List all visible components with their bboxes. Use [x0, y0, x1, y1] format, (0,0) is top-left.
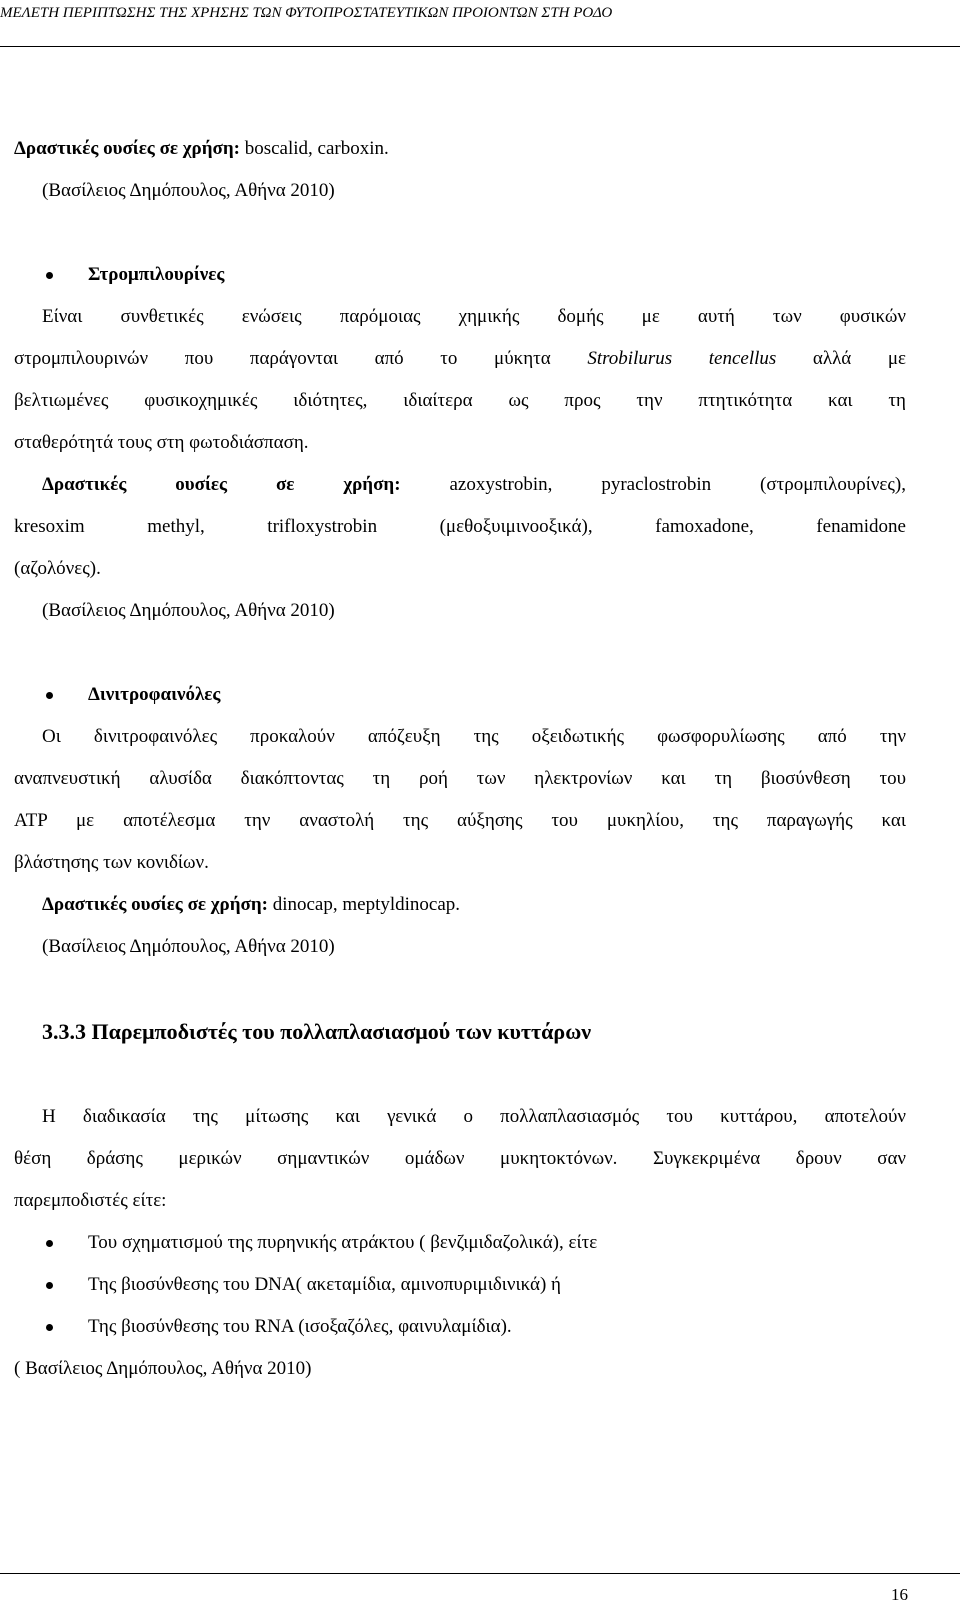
text-span: στρομπιλουρινών που παράγονται από το μύκητα: [14, 348, 551, 369]
section-heading: 3.3.3 Παρεμποδιστές του πολλαπλασιασμού των κυττάρων: [42, 1019, 592, 1044]
list-item: [14, 1264, 906, 1306]
paragraph-line: ATP με αποτέλεσμα την αναστολή της αύξησης του μυκηλίου, της παραγωγής και: [14, 810, 906, 831]
active-substances-line: [14, 128, 906, 170]
citation: (Βασίλειος Δημόπουλος, Αθήνα 2010): [42, 936, 335, 957]
paragraph-line: Οι δινιτροφαινόλες προκαλούν απόζευξη της οξειδωτικής φωσφορυλίωσης από την: [42, 726, 906, 747]
header-rule: [0, 46, 960, 47]
bullet-icon: [46, 272, 53, 279]
citation: ( Βασίλειος Δημόπουλος, Αθήνα 2010): [14, 1358, 312, 1379]
paragraph-line: Είναι συνθετικές ενώσεις παρόμοιας χημικής δομής με αυτή των φυσικών: [42, 306, 906, 327]
bullet-icon: [46, 1324, 53, 1331]
subsection-title: Στρομπιλουρίνες: [88, 264, 225, 285]
species-name: Strobilurus tencellus: [587, 348, 777, 369]
paragraph-line: βλάστησης των κονιδίων.: [14, 852, 209, 873]
paragraph-line: σταθερότητά τους στη φωτοδιάσπαση.: [14, 432, 309, 453]
bullet-icon: [46, 1240, 53, 1247]
active-substances-list: azoxystrobin, pyraclostrobin (στρομπιλουρίνες),: [449, 474, 906, 495]
running-header: ΜΕΛΕΤΗ ΠΕΡΙΠΤΩΣΗΣ ΤΗΣ ΧΡΗΣΗΣ ΤΩΝ ΦΥΤΟΠΡΟΣΤΑΤΕΥΤΙΚΩΝ ΠΡΟΙΟΝΤΩΝ ΣΤΗ ΡΟΔΟ: [0, 5, 613, 21]
paragraph-line: [14, 338, 906, 380]
active-substances-line: [14, 464, 906, 506]
paragraph-line: αναπνευστική αλυσίδα διακόπτοντας τη ροή των ηλεκτρονίων και τη βιοσύνθεση του: [14, 768, 906, 789]
subsection-title: Δινιτροφαινόλες: [88, 684, 221, 705]
paragraph-line: Η διαδικασία της μίτωσης και γενικά ο πολλαπλασιασμός του κυττάρου, αποτελούν: [42, 1106, 906, 1127]
paragraph-line: παρεμποδιστές είτε:: [14, 1190, 167, 1211]
citation: (Βασίλειος Δημόπουλος, Αθήνα 2010): [42, 600, 335, 621]
active-substances-list: boscalid, carboxin.: [239, 138, 389, 159]
active-substances-line: [14, 884, 906, 926]
citation: (Βασίλειος Δημόπουλος, Αθήνα 2010): [42, 180, 335, 201]
list-item: [14, 1306, 906, 1348]
footer-rule: [0, 1573, 960, 1574]
bullet-icon: [46, 1282, 53, 1289]
active-substances-label: Δραστικές ουσίες σε χρήση:: [14, 138, 240, 159]
list-item-text: Του σχηματισμού της πυρηνικής ατράκτου ( βενζιμιδαζολικά), είτε: [88, 1232, 598, 1253]
list-item: [14, 254, 906, 296]
text-span: αλλά με: [812, 348, 907, 369]
paragraph-line: (αζολόνες).: [14, 558, 101, 579]
list-item: [14, 1222, 906, 1264]
active-substances-label: Δραστικές ουσίες σε χρήση:: [42, 474, 401, 495]
active-substances-label: Δραστικές ουσίες σε χρήση:: [42, 894, 268, 915]
page-body: [14, 128, 906, 1390]
bullet-icon: [46, 692, 53, 699]
paragraph-line: kresoxim methyl, trifloxystrobin (μεθοξυιμινοοξικά), famoxadone, fenamidone: [14, 516, 906, 537]
list-item-text: Της βιοσύνθεσης του DNA( ακεταμίδια, αμινοπυριμιδινικά) ή: [88, 1274, 561, 1295]
page-number: 16: [891, 1585, 908, 1604]
paragraph-line: βελτιωμένες φυσικοχημικές ιδιότητες, ιδιαίτερα ως προς την πτητικότητα και τη: [14, 390, 906, 411]
list-item-text: Της βιοσύνθεσης του RNA (ισοξαζόλες, φαινυλαμίδια).: [88, 1316, 512, 1337]
active-substances-list: dinocap, meptyldinocap.: [267, 894, 461, 915]
paragraph-line: θέση δράσης μερικών σημαντικών ομάδων μυκητοκτόνων. Συγκεκριμένα δρουν σαν: [14, 1148, 906, 1169]
list-item: [14, 674, 906, 716]
